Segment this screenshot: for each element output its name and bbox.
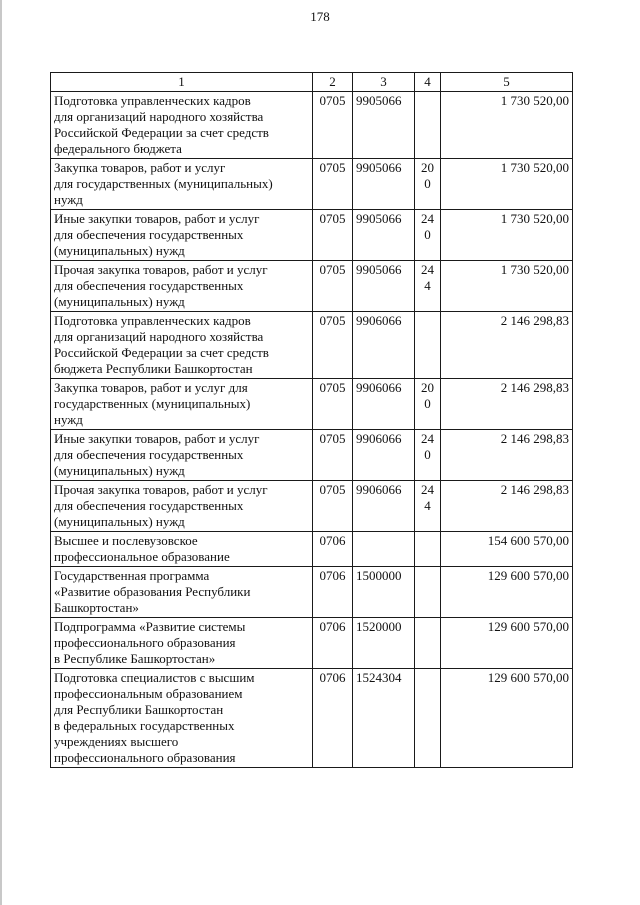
page-edge <box>0 0 2 905</box>
row-name-text: Иные закупки товаров, работ и услуг для обеспечения государственных (муниципальных) нужд <box>54 431 260 478</box>
cell-target: 9906066 <box>353 312 415 379</box>
row-name-text: Подготовка специалистов с высшим профессиональным образованием для Республики Башкортостан в федеральных государственных учреждениях высшего профессионального образования <box>54 670 255 765</box>
table-row <box>51 669 573 768</box>
cell-name <box>51 261 313 312</box>
cell-amount: 1 730 520,00 <box>441 210 573 261</box>
cell-name <box>51 567 313 618</box>
budget-table <box>50 72 573 768</box>
cell-target: 1500000 <box>353 567 415 618</box>
table-header-row <box>51 73 573 92</box>
row-name-text: Закупка товаров, работ и услуг для государственных (муниципальных) нужд <box>54 380 251 427</box>
cell-expense-type: 200 <box>415 159 441 210</box>
cell-expense-type <box>415 532 441 567</box>
cell-section: 0705 <box>313 159 353 210</box>
cell-expense-type <box>415 92 441 159</box>
cell-amount: 2 146 298,83 <box>441 312 573 379</box>
cell-amount: 2 146 298,83 <box>441 481 573 532</box>
cell-expense-type: 240 <box>415 430 441 481</box>
table-row <box>51 92 573 159</box>
cell-expense-type: 244 <box>415 261 441 312</box>
row-name-text: Прочая закупка товаров, работ и услуг для обеспечения государственных (муниципальных) нужд <box>54 262 268 309</box>
header-col-5: 5 <box>441 73 573 92</box>
cell-section: 0705 <box>313 261 353 312</box>
cell-section: 0705 <box>313 481 353 532</box>
cell-target: 1520000 <box>353 618 415 669</box>
cell-name <box>51 379 313 430</box>
header-col-4: 4 <box>415 73 441 92</box>
cell-amount: 1 730 520,00 <box>441 92 573 159</box>
table-row <box>51 159 573 210</box>
cell-target: 9905066 <box>353 92 415 159</box>
cell-expense-type <box>415 312 441 379</box>
cell-target: 9906066 <box>353 379 415 430</box>
cell-target: 9905066 <box>353 210 415 261</box>
header-col-3: 3 <box>353 73 415 92</box>
cell-name <box>51 481 313 532</box>
cell-section: 0705 <box>313 210 353 261</box>
cell-expense-type: 244 <box>415 481 441 532</box>
cell-expense-type <box>415 567 441 618</box>
cell-name <box>51 159 313 210</box>
cell-name <box>51 430 313 481</box>
row-name-text: Иные закупки товаров, работ и услуг для обеспечения государственных (муниципальных) нужд <box>54 211 260 258</box>
cell-target: 9906066 <box>353 481 415 532</box>
cell-expense-type: 200 <box>415 379 441 430</box>
row-name-text: Закупка товаров, работ и услуг для государственных (муниципальных) нужд <box>54 160 273 207</box>
cell-section: 0705 <box>313 92 353 159</box>
cell-section: 0706 <box>313 532 353 567</box>
header-col-2: 2 <box>313 73 353 92</box>
header-col-1: 1 <box>51 73 313 92</box>
row-name-text: Подготовка управленческих кадров для организаций народного хозяйства Российской Федерации за счет средств бюджета Республики Башкортостан <box>54 313 269 376</box>
cell-target: 9905066 <box>353 261 415 312</box>
cell-name <box>51 210 313 261</box>
row-name-text: Прочая закупка товаров, работ и услуг для обеспечения государственных (муниципальных) нужд <box>54 482 268 529</box>
table-row <box>51 430 573 481</box>
row-name-text: Подпрограмма «Развитие системы профессионального образования в Республике Башкортостан» <box>54 619 246 666</box>
cell-amount: 2 146 298,83 <box>441 379 573 430</box>
cell-amount: 1 730 520,00 <box>441 159 573 210</box>
table-row <box>51 379 573 430</box>
cell-expense-type: 240 <box>415 210 441 261</box>
cell-section: 0706 <box>313 618 353 669</box>
table-row <box>51 481 573 532</box>
cell-expense-type <box>415 618 441 669</box>
table-row <box>51 532 573 567</box>
cell-target: 1524304 <box>353 669 415 768</box>
cell-name <box>51 618 313 669</box>
cell-target: 9905066 <box>353 159 415 210</box>
table-row <box>51 312 573 379</box>
cell-section: 0705 <box>313 430 353 481</box>
cell-section: 0706 <box>313 669 353 768</box>
table-row <box>51 618 573 669</box>
row-name-text: Высшее и послевузовское профессиональное образование <box>54 533 230 564</box>
cell-name <box>51 532 313 567</box>
table-row <box>51 261 573 312</box>
cell-section: 0705 <box>313 379 353 430</box>
cell-amount: 2 146 298,83 <box>441 430 573 481</box>
cell-section: 0705 <box>313 312 353 379</box>
cell-amount: 129 600 570,00 <box>441 567 573 618</box>
cell-amount: 129 600 570,00 <box>441 669 573 768</box>
cell-section: 0706 <box>313 567 353 618</box>
table-row <box>51 567 573 618</box>
cell-amount: 129 600 570,00 <box>441 618 573 669</box>
cell-amount: 1 730 520,00 <box>441 261 573 312</box>
cell-expense-type <box>415 669 441 768</box>
cell-name <box>51 92 313 159</box>
cell-name <box>51 669 313 768</box>
cell-target <box>353 532 415 567</box>
cell-target: 9906066 <box>353 430 415 481</box>
page-number: 178 <box>310 9 330 24</box>
cell-amount: 154 600 570,00 <box>441 532 573 567</box>
cell-name <box>51 312 313 379</box>
table-row <box>51 210 573 261</box>
row-name-text: Подготовка управленческих кадров для организаций народного хозяйства Российской Федерации за счет средств федерального бюджета <box>54 93 269 156</box>
row-name-text: Государственная программа «Развитие образования Республики Башкортостан» <box>54 568 251 615</box>
